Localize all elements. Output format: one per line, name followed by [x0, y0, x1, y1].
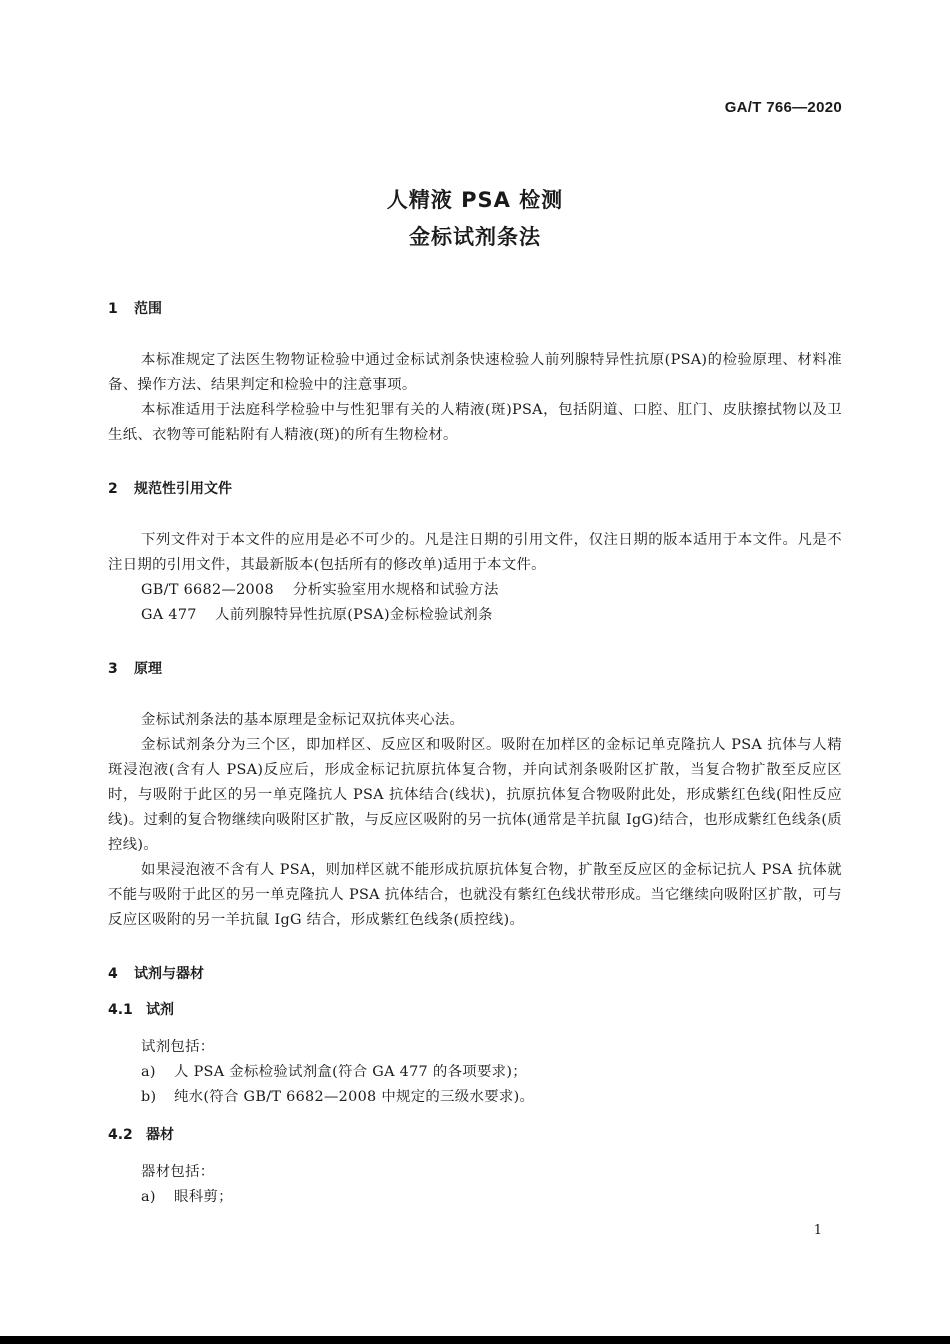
- paragraph: 本标准规定了法医生物物证检验中通过金标试剂条快速检验人前列腺特异性抗原(PSA)的检验原理、材料准备、操作方法、结果判定和检验中的注意事项。: [108, 352, 842, 393]
- spacer: [108, 628, 842, 658]
- section-number: 4: [108, 966, 118, 982]
- spacer: [108, 680, 842, 708]
- list-intro: 器材包括：: [141, 1164, 215, 1180]
- spacer: [108, 320, 842, 348]
- section-number: 1: [108, 301, 118, 317]
- section-heading-reagents-and-equipment: [108, 963, 842, 985]
- spacer: [108, 933, 842, 963]
- section-heading-scope: [108, 298, 842, 320]
- subsection-title: 器材: [146, 1127, 174, 1143]
- reference-title: 分析实验室用水规格和试验方法: [293, 582, 499, 598]
- subsection-number: 4.1: [108, 1002, 133, 1018]
- list-intro: 试剂包括：: [141, 1039, 215, 1055]
- document-title-line-2: 金标试剂条法: [409, 225, 541, 249]
- list-item: [108, 1085, 842, 1110]
- section-title: 原理: [134, 661, 162, 677]
- section-number: 2: [108, 481, 118, 497]
- spacer: [108, 1146, 842, 1160]
- spacer: [108, 1110, 842, 1124]
- list-item-text: 眼科剪；: [174, 1189, 233, 1205]
- list-item: [108, 1060, 842, 1085]
- list-item-mark: a): [141, 1189, 156, 1205]
- reference-item: [108, 603, 842, 628]
- section-number: 3: [108, 661, 118, 677]
- list-item-mark: a): [141, 1064, 156, 1080]
- section-heading-principle: [108, 658, 842, 680]
- standard-code: GA/T 766—2020: [724, 99, 842, 116]
- subsection-heading-reagents: [108, 999, 842, 1021]
- section-title: 范围: [134, 301, 162, 317]
- reference-code: GA 477: [141, 607, 197, 623]
- reference-code: GB/T 6682—2008: [141, 582, 274, 598]
- paragraph: 金标试剂条分为三个区，即加样区、反应区和吸附区。吸附在加样区的金标记单克隆抗人 PSA 抗体与人精斑浸泡液(含有人 PSA)反应后，形成金标记抗原抗体复合物，并向试剂条吸附区扩散，当复合物扩散至反应区时，与吸附于此区的另一单克隆抗人 PSA 抗体结合(线状)，抗原抗体复合物吸附此处，形成紫红色线(阳性反应线)。过剩的复合物继续向吸附区扩散，与反应区吸附的另一抗体(通常是羊抗鼠 IgG)结合，也形成紫红色线条(质控线)。: [108, 737, 842, 853]
- spacer: [108, 985, 842, 999]
- section-heading-normative-references: [108, 478, 842, 500]
- paragraph: 本标准适用于法庭科学检验中与性犯罪有关的人精液(斑)PSA，包括阴道、口腔、肛门、皮肤擦拭物以及卫生纸、衣物等可能粘附有人精液(斑)的所有生物检材。: [108, 402, 842, 443]
- spacer: [108, 500, 842, 528]
- paragraph: 如果浸泡液不含有人 PSA，则加样区就不能形成抗原抗体复合物，扩散至反应区的金标记抗人 PSA 抗体就不能与吸附于此区的另一单克隆抗人 PSA 抗体结合，也就没有紫红色线状带形成。当它继续向吸附区扩散，可与反应区吸附的另一羊抗鼠 IgG 结合，形成紫红色线条(质控线)。: [108, 862, 842, 928]
- section-title: 试剂与器材: [134, 966, 204, 982]
- list-item-text: 纯水(符合 GB/T 6682—2008 中规定的三级水要求)。: [174, 1089, 535, 1105]
- paragraph: 金标试剂条法的基本原理是金标记双抗体夹心法。: [141, 712, 465, 728]
- section-title: 规范性引用文件: [134, 481, 232, 497]
- list-item-mark: b): [141, 1089, 157, 1105]
- list-item-text: 人 PSA 金标检验试剂盒(符合 GA 477 的各项要求)；: [174, 1064, 527, 1080]
- reference-item: [108, 578, 842, 603]
- bottom-border-bar: [0, 1336, 950, 1344]
- subsection-title: 试剂: [146, 1002, 174, 1018]
- list-item: [108, 1185, 842, 1210]
- document-body: [108, 298, 842, 1210]
- page-number: 1: [813, 1223, 822, 1238]
- reference-title: 人前列腺特异性抗原(PSA)金标检验试剂条: [215, 607, 493, 623]
- document-title-line-1: 人精液 PSA 检测: [386, 188, 564, 212]
- spacer: [108, 448, 842, 478]
- subsection-number: 4.2: [108, 1127, 133, 1143]
- paragraph: 下列文件对于本文件的应用是必不可少的。凡是注日期的引用文件，仅注日期的版本适用于本文件。凡是不注日期的引用文件，其最新版本(包括所有的修改单)适用于本文件。: [108, 532, 842, 573]
- spacer: [108, 1021, 842, 1035]
- subsection-heading-equipment: [108, 1124, 842, 1146]
